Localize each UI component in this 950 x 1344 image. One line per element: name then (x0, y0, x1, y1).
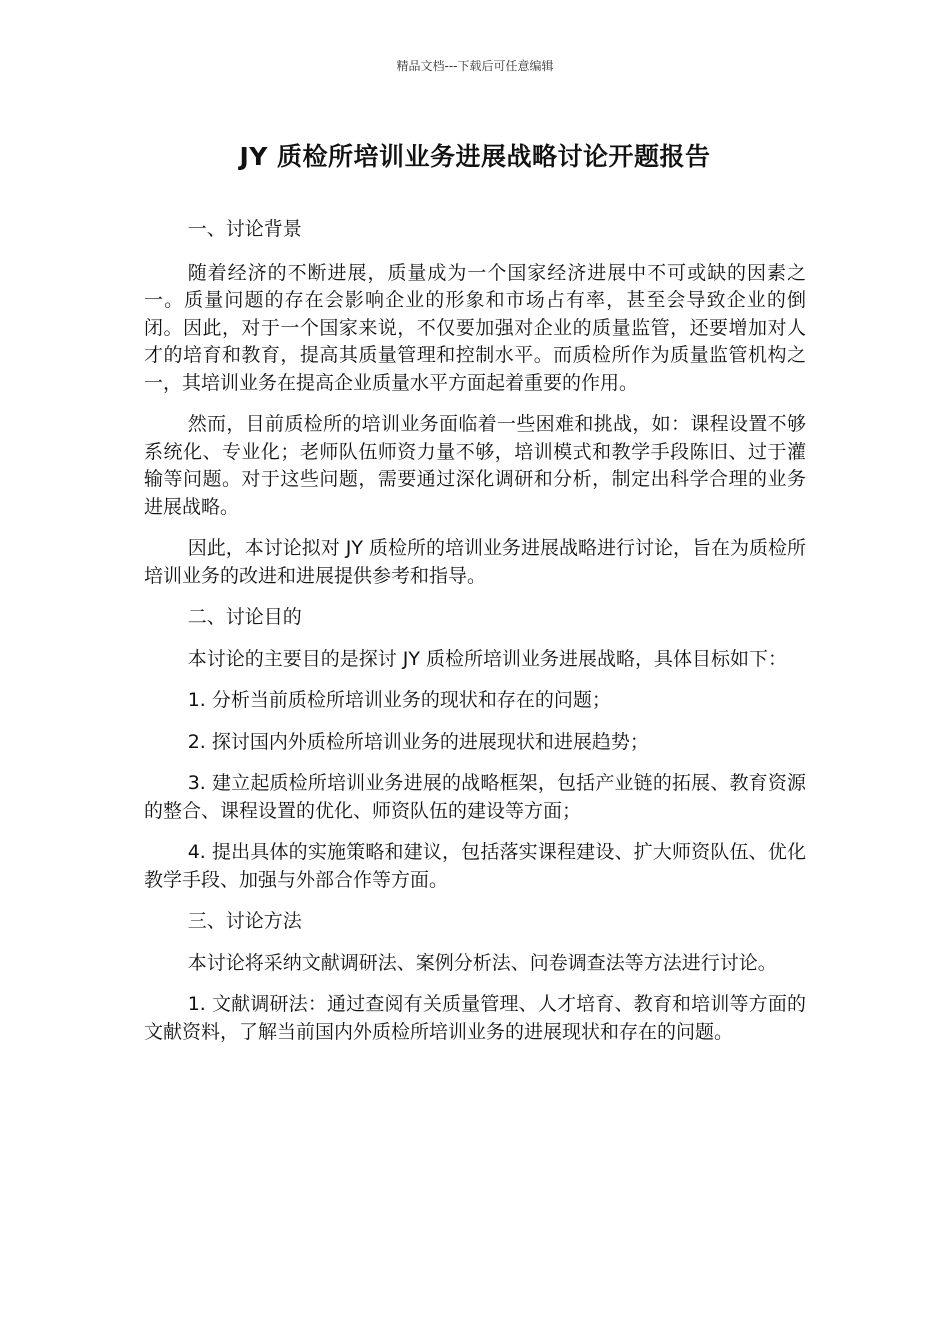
section-heading-method: 三、讨论方法 (187, 910, 302, 932)
page-header: 精品文档---下载后可任意编辑 (396, 59, 554, 73)
paragraph: 因此，本讨论拟对 JY 质检所的培训业务进展战略进行讨论，旨在为质检所培训业务的改进和进展提供参考和指导。 (144, 537, 806, 587)
paragraph: 然而，目前质检所的培训业务面临着一些困难和挑战，如：课程设置不够系统化、专业化；老师队伍师资力量不够，培训模式和教学手段陈旧、过于灌输等问题。对于这些问题，需要通过深化调研和分析，制定出科学合理的业务进展战略。 (144, 413, 806, 518)
paragraph: 本讨论将采纳文献调研法、案例分析法、问卷调查法等方法进行讨论。 (187, 951, 777, 974)
list-item: 4. 提出具体的实施策略和建议，包括落实课程建设、扩大师资队伍、优化教学手段、加强与外部合作等方面。 (144, 841, 806, 891)
list-item: 3. 建立起质检所培训业务进展的战略框架，包括产业链的拓展、教育资源的整合、课程设置的优化、师资队伍的建设等方面； (144, 772, 806, 822)
paragraph: 随着经济的不断进展，质量成为一个国家经济进展中不可或缺的因素之一。质量问题的存在会影响企业的形象和市场占有率，甚至会导致企业的倒闭。因此，对于一个国家来说，不仅要加强对企业的质量监管，还要增加对人才的培育和教育，提高其质量管理和控制水平。而质检所作为质量监管机构之一，其培训业务在提高企业质量水平方面起着重要的作用。 (144, 261, 806, 394)
list-item: 1. 文献调研法：通过查阅有关质量管理、人才培育、教育和培训等方面的文献资料，了解当前国内外质检所培训业务的进展现状和存在的问题。 (144, 993, 806, 1043)
document-title: JY 质检所培训业务进展战略讨论开题报告 (239, 142, 711, 171)
section-heading-purpose: 二、讨论目的 (187, 606, 302, 628)
paragraph: 本讨论的主要目的是探讨 JY 质检所培训业务进展战略，具体目标如下： (187, 647, 787, 670)
document-body (144, 216, 806, 1046)
list-item: 1. 分析当前质检所培训业务的现状和存在的问题； (187, 689, 611, 711)
list-item: 2. 探讨国内外质检所培训业务的进展现状和进展趋势； (187, 730, 649, 753)
section-heading-background: 一、讨论背景 (187, 218, 302, 240)
